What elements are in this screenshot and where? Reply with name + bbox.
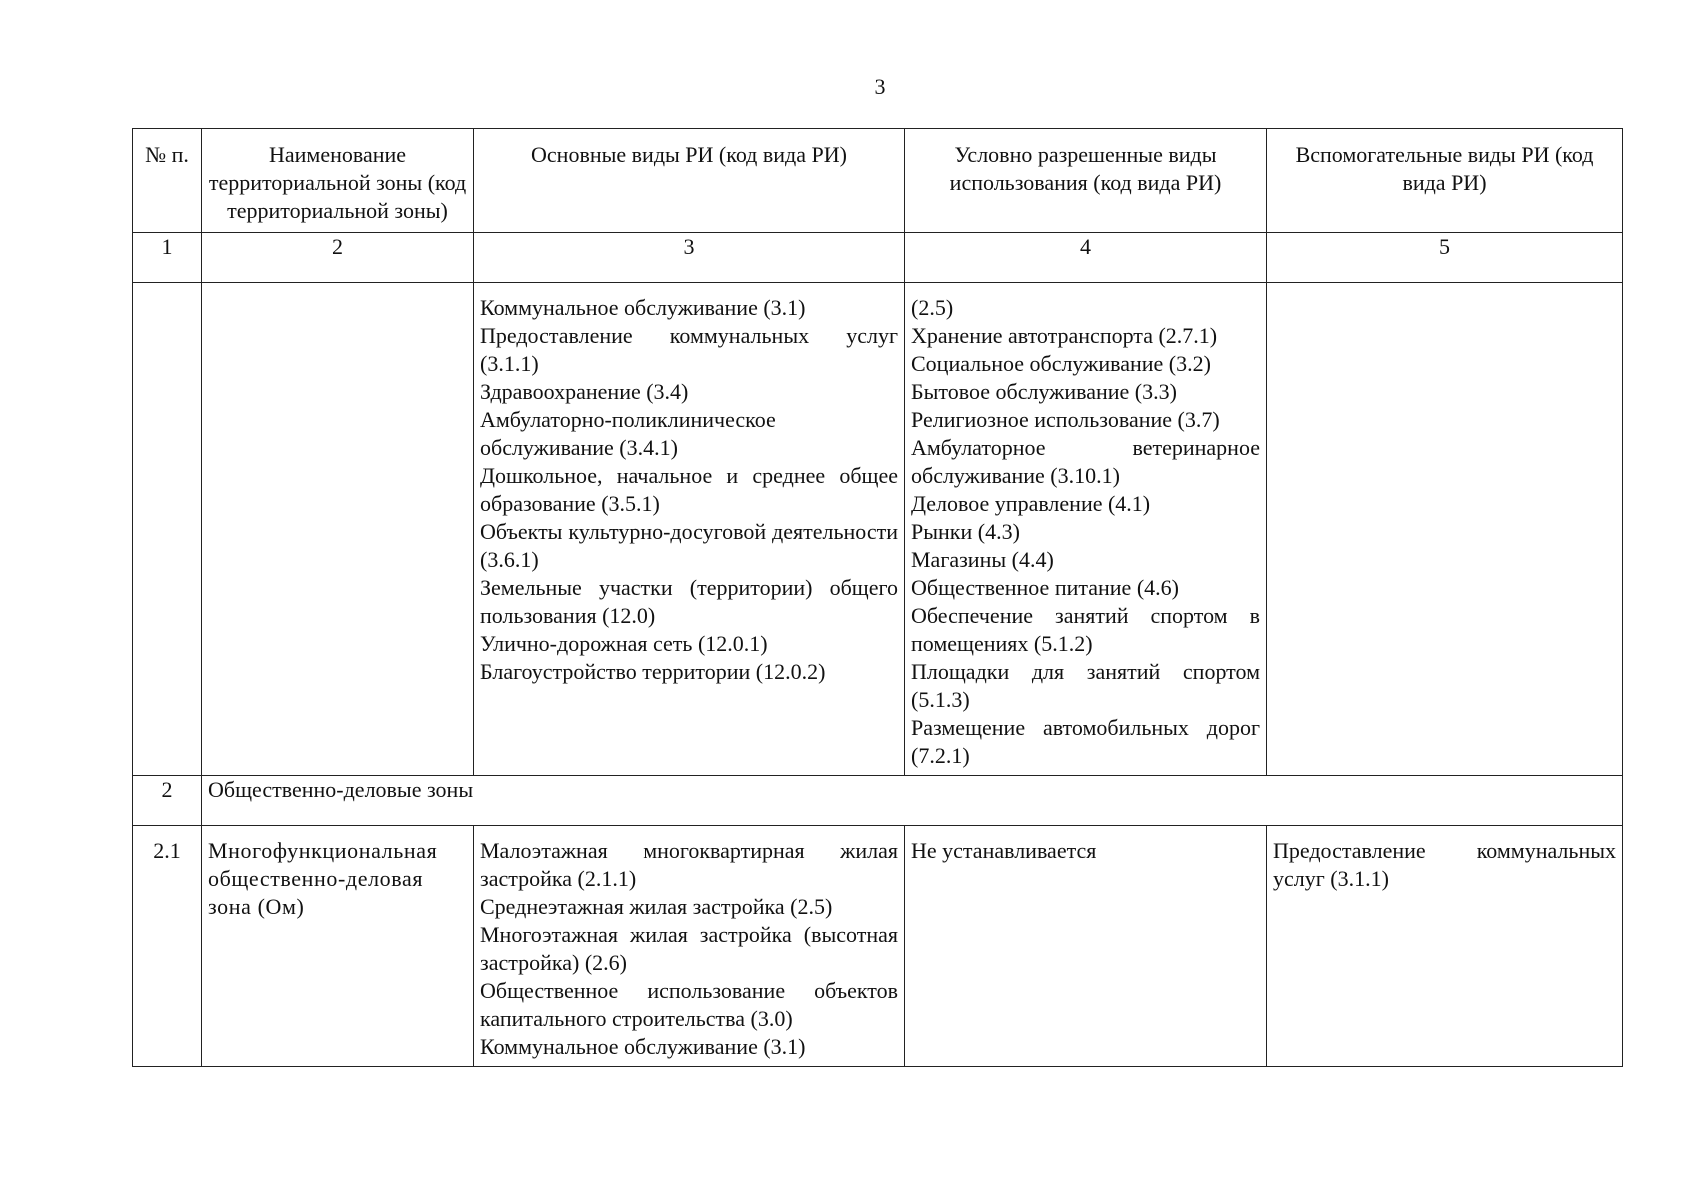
row-num-cell: 2.1 bbox=[133, 826, 202, 1067]
zone-name-cell bbox=[202, 283, 474, 776]
list-item: Общественное использование объектов капитального строительства (3.0) bbox=[480, 978, 898, 1031]
list-item: Амбулаторно-поликлиническое обслуживание (3.4.1) bbox=[480, 407, 776, 460]
auxiliary-uses-cell bbox=[1267, 826, 1623, 1067]
list-item: Коммунальное обслуживание (3.1) bbox=[480, 1034, 806, 1059]
header-auxiliary-uses: Вспомогательные виды РИ (код вида РИ) bbox=[1267, 129, 1623, 233]
page-number: 3 bbox=[874, 74, 886, 99]
header-conditional-uses: Условно разрешенные виды использования (код вида РИ) bbox=[905, 129, 1267, 233]
list-item: Рынки (4.3) bbox=[911, 519, 1020, 544]
conditional-uses-cell bbox=[905, 826, 1267, 1067]
list-item: Социальное обслуживание (3.2) bbox=[911, 351, 1211, 376]
list-item: Дошкольное, начальное и среднее общее образование (3.5.1) bbox=[480, 463, 898, 516]
list-item: Улично-дорожная сеть (12.0.1) bbox=[480, 631, 768, 656]
list-item: Бытовое обслуживание (3.3) bbox=[911, 379, 1177, 404]
column-number: 4 bbox=[905, 233, 1267, 283]
list-item: Размещение автомобильных дорог (7.2.1) bbox=[911, 715, 1260, 768]
list-item: Предоставление коммунальных услуг (3.1.1) bbox=[480, 323, 898, 376]
column-number: 2 bbox=[202, 233, 474, 283]
list-item: Здравоохранение (3.4) bbox=[480, 379, 689, 404]
list-item: Деловое управление (4.1) bbox=[911, 491, 1151, 516]
list-item: Хранение автотранспорта (2.7.1) bbox=[911, 323, 1218, 348]
list-item: Площадки для занятий спортом (5.1.3) bbox=[911, 659, 1260, 712]
list-item: Амбулаторное ветеринарное обслуживание (3.10.1) bbox=[911, 435, 1260, 488]
list-item: Многоэтажная жилая застройка (высотная застройка) (2.6) bbox=[480, 922, 898, 975]
zones-table bbox=[132, 128, 1623, 1067]
list-item: Объекты культурно-досуговой деятельности (3.6.1) bbox=[480, 519, 898, 572]
header-zone-name: Наименование территориальной зоны (код территориальной зоны) bbox=[202, 129, 474, 233]
section-title-cell: Общественно-деловые зоны bbox=[202, 776, 1623, 826]
zone-name-cell: Многофункциональная общественно-деловая зона (Ом) bbox=[202, 826, 474, 1067]
list-item: Не устанавливается bbox=[911, 838, 1097, 863]
list-item: Земельные участки (территории) общего пользования (12.0) bbox=[480, 575, 898, 628]
auxiliary-uses-cell bbox=[1267, 283, 1623, 776]
column-number: 1 bbox=[133, 233, 202, 283]
list-item: Малоэтажная многоквартирная жилая застройка (2.1.1) bbox=[480, 838, 898, 891]
list-item: Среднеэтажная жилая застройка (2.5) bbox=[480, 894, 833, 919]
list-item: Благоустройство территории (12.0.2) bbox=[480, 659, 826, 684]
column-number: 5 bbox=[1267, 233, 1623, 283]
table-row-2-1 bbox=[133, 826, 1623, 1067]
list-item: Религиозное использование (3.7) bbox=[911, 407, 1220, 432]
header-main-uses: Основные виды РИ (код вида РИ) bbox=[474, 129, 905, 233]
table-row-continued bbox=[133, 283, 1623, 776]
header-num: № п. bbox=[133, 129, 202, 233]
conditional-uses-cell bbox=[905, 283, 1267, 776]
main-uses-cell bbox=[474, 283, 905, 776]
header-row bbox=[133, 129, 1623, 233]
list-item: Коммунальное обслуживание (3.1) bbox=[480, 295, 806, 320]
list-item: Общественное питание (4.6) bbox=[911, 575, 1179, 600]
list-item: Обеспечение занятий спортом в помещениях (5.1.2) bbox=[911, 603, 1260, 656]
list-item: Предоставление коммунальных услуг (3.1.1) bbox=[1273, 838, 1616, 891]
row-num-cell bbox=[133, 283, 202, 776]
section-row bbox=[133, 776, 1623, 826]
list-item: Магазины (4.4) bbox=[911, 547, 1054, 572]
section-num-cell: 2 bbox=[133, 776, 202, 826]
main-uses-cell bbox=[474, 826, 905, 1067]
column-number: 3 bbox=[474, 233, 905, 283]
list-item: (2.5) bbox=[911, 295, 954, 320]
column-numbers-row bbox=[133, 233, 1623, 283]
